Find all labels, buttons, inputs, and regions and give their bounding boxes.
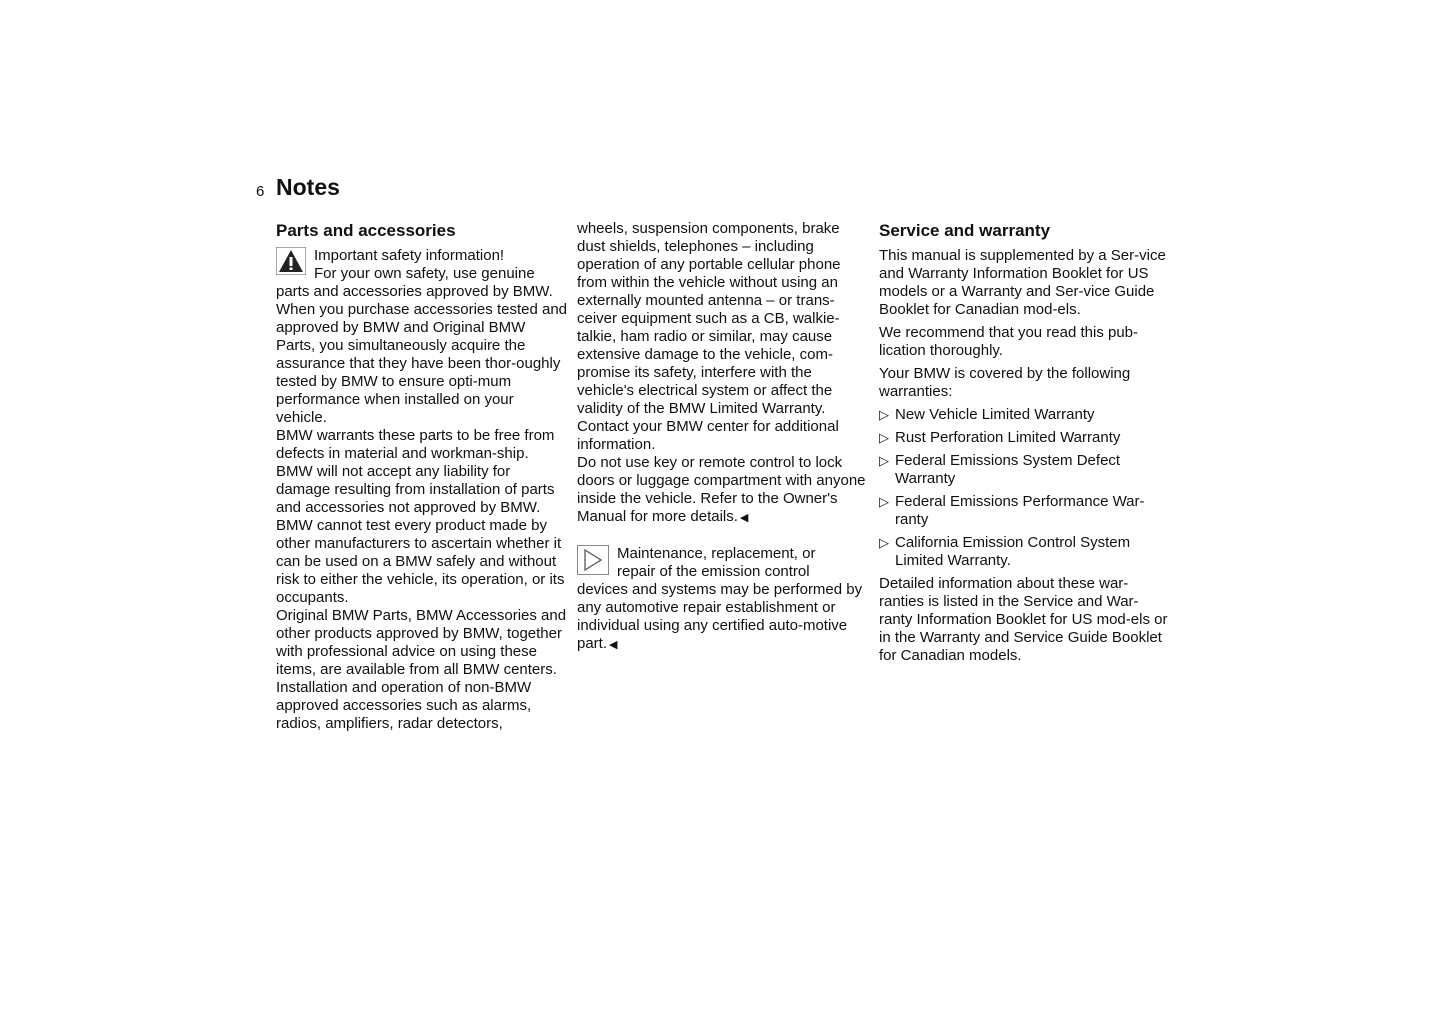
warning-rest: parts and accessories approved by BMW. <box>276 283 553 300</box>
warning-line-1: Important safety information! <box>314 247 505 264</box>
parts-para-6: Installation and operation of non-BMW approved accessories such as alarms, radios, amplifiers, radar detectors, <box>276 679 532 732</box>
list-item-text: Federal Emissions System Defect Warranty <box>895 452 1121 487</box>
page-number: 6 <box>256 183 265 200</box>
list-item <box>879 406 1171 424</box>
note-rest <box>577 581 869 654</box>
note-triangle-icon <box>577 545 609 580</box>
list-item <box>879 534 1171 570</box>
parts-para-4: BMW cannot test every product made by other manufacturers to ascertain whether it can be used on a BMW safely and without risk to either the vehicle, its operation, or its occupants. <box>276 517 565 606</box>
section-heading-parts: Parts and accessories <box>276 221 456 240</box>
service-para-1: This manual is supplemented by a Ser-vice and Warranty Information Booklet for US models or a Warranty and Ser-vice Guide Booklet for Canadian mod-els. <box>879 247 1166 318</box>
list-item-text: California Emission Control System Limited Warranty. <box>895 534 1131 569</box>
list-item <box>879 493 1171 529</box>
list-item-text: New Vehicle Limited Warranty <box>895 406 1095 423</box>
parts-para-8 <box>577 454 869 527</box>
note-line-1: Maintenance, replacement, or <box>617 545 816 562</box>
column-middle <box>577 220 869 654</box>
bullet-triangle-icon: ▷ <box>879 430 889 445</box>
list-item <box>879 429 1171 447</box>
column-right <box>879 220 1171 665</box>
parts-para-2: BMW warrants these parts to be free from defects in material and workman-ship. <box>276 427 555 462</box>
warning-line-2: For your own safety, use genuine <box>314 265 535 282</box>
parts-para-7: wheels, suspension components, brake dust shields, telephones – including operation of any portable cellular phone from within the vehicle without using an externally mounted antenna – or trans-ceiver equipment such as a CB, walkie-talkie, ham radio or similar, may cause extensive damage to the vehicle, com-promise its safety, interfere with the vehicle's electrical system or affect the validity of the BMW Limited Warranty. Contact your BMW center for additional information. <box>577 220 841 453</box>
parts-para-8-text: Do not use key or remote control to lock doors or luggage compartment with anyone inside the vehicle. Refer to the Owner's Manual for more details. <box>577 454 866 525</box>
end-mark-icon: ◀ <box>739 512 749 524</box>
warning-icon <box>276 247 306 280</box>
list-item <box>879 452 1171 488</box>
service-para-2: We recommend that you read this pub-lication thoroughly. <box>879 324 1139 359</box>
note-rest-text: devices and systems may be performed by any automotive repair establishment or individual using any certified auto-motive part. <box>577 581 863 652</box>
note-line-2: repair of the emission control <box>617 563 810 580</box>
list-item-text: Rust Perforation Limited Warranty <box>895 429 1121 446</box>
parts-para-3: BMW will not accept any liability for damage resulting from installation of parts and accessories not approved by BMW. <box>276 463 555 516</box>
service-para-4: Detailed information about these war-ranties is listed in the Service and War-ranty Information Booklet for US mod-els or in the Warranty and Service Guide Booklet for Canadian models. <box>879 575 1168 664</box>
list-item-text: Federal Emissions Performance War-ranty <box>895 493 1145 528</box>
emission-note <box>577 545 869 654</box>
bullet-triangle-icon: ▷ <box>879 407 889 422</box>
service-para-3: Your BMW is covered by the following warranties: <box>879 365 1131 400</box>
column-left <box>276 220 568 733</box>
safety-warning <box>276 247 568 301</box>
bullet-triangle-icon: ▷ <box>879 535 889 550</box>
parts-para-1: When you purchase accessories tested and approved by BMW and Original BMW Parts, you simultaneously acquire the assurance that they have been thor-oughly tested by BMW to ensure opti-mum performance when installed on your vehicle. <box>276 301 567 426</box>
bullet-triangle-icon: ▷ <box>879 494 889 509</box>
warranty-list <box>879 406 1171 570</box>
page-title: Notes <box>276 174 340 200</box>
bullet-triangle-icon: ▷ <box>879 453 889 468</box>
parts-para-5: Original BMW Parts, BMW Accessories and other products approved by BMW, together with professional advice on using these items, are available from all BMW centers. <box>276 607 567 678</box>
section-heading-service: Service and warranty <box>879 221 1051 240</box>
end-mark-icon: ◀ <box>609 639 618 651</box>
